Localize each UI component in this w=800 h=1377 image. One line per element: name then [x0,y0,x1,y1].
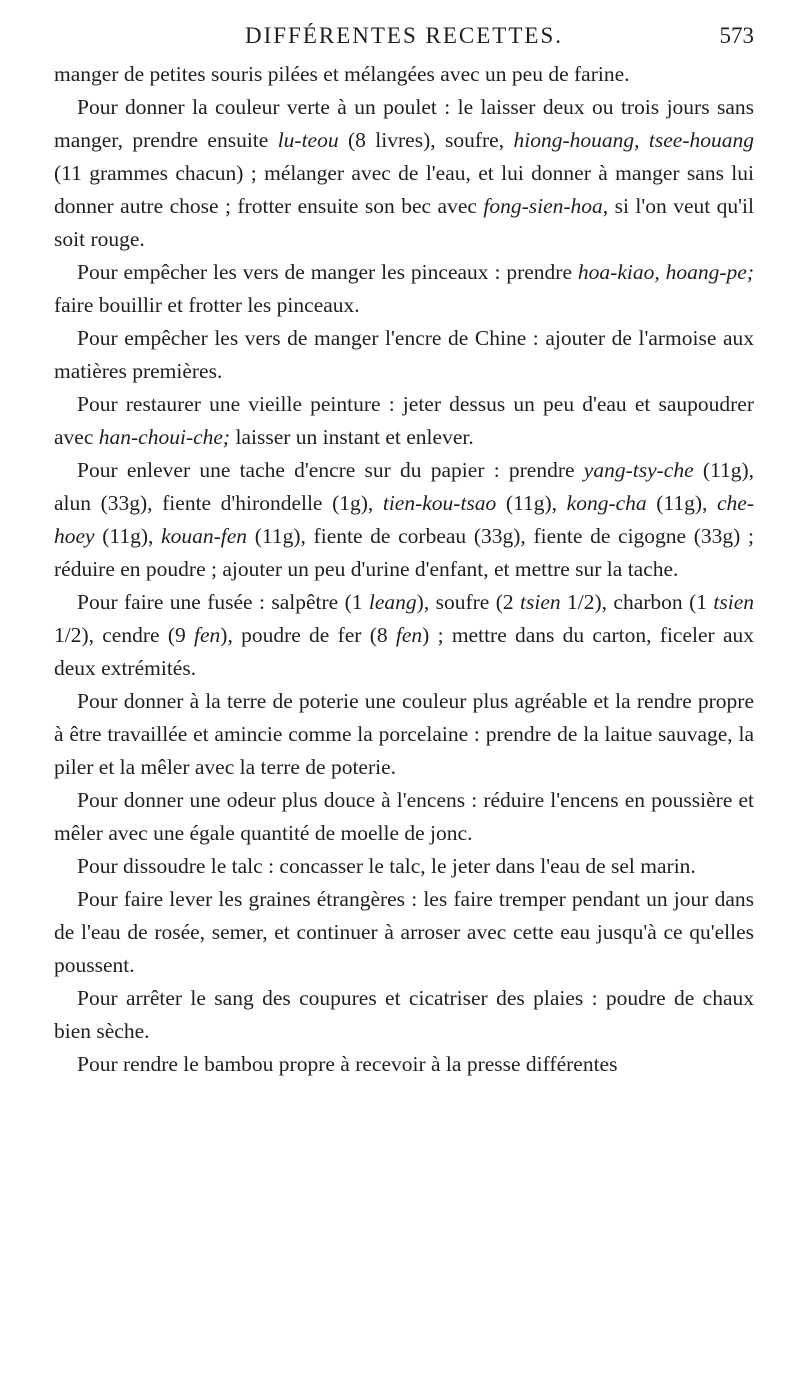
text-run: 1/2), charbon (1 [560,590,714,614]
paragraph [54,586,754,685]
text-run: Pour arrêter le sang des coupures et cicatriser des plaies : poudre de chaux bien sèche. [54,986,754,1043]
paragraph [54,388,754,454]
italic-term: fen [194,623,221,647]
text-run: Pour faire une fusée : salpêtre (1 [77,590,369,614]
page-header [54,16,754,56]
paragraph [54,850,754,883]
text-run: Pour empêcher les vers de manger les pinceaux : prendre [77,260,578,284]
italic-term: fong-sien-hoa [483,194,603,218]
italic-term: han-choui-che; [98,425,231,449]
italic-term: leang [368,590,417,614]
text-run: laisser un instant et enlever. [230,425,474,449]
text-run: , [634,128,649,152]
running-title: DIFFÉRENTES RECETTES. [244,23,563,48]
text-run: (11 grammes chacun) ; mélanger avec de l'eau, et lui donner à manger sans lui donner autre chose ; frotter ensuite son bec avec [54,161,754,218]
italic-term: lu-teou [277,128,339,152]
paragraph [54,256,754,322]
body-text [54,58,754,1081]
paragraph [54,322,754,388]
text-run: faire bouillir et frotter les pinceaux. [54,293,360,317]
text-run: Pour dissoudre le talc : concasser le talc, le jeter dans l'eau de sel marin. [77,854,696,878]
italic-term: tien-kou-tsao [382,491,497,515]
text-run: Pour donner à la terre de poterie une couleur plus agréable et la rendre propre à être travaillée et amincie comme la porcelaine : prendre de la laitue sauvage, la piler et la mêler avec la terre de poterie. [54,689,754,779]
text-run: Pour restaurer une vieille peinture : jeter dessus un peu d'eau et saupoudrer avec [54,392,754,449]
italic-term: hoa-kiao, hoang-pe; [577,260,755,284]
paragraph [54,454,754,586]
text-run: Pour faire lever les graines étrangères : les faire tremper pendant un jour dans de l'eau de rosée, semer, et continuer à arroser avec cette eau jusqu'à ce qu'elles poussent. [54,887,754,977]
paragraph [54,982,754,1048]
text-run: Pour rendre le bambou propre à recevoir à la presse différentes [77,1052,618,1076]
italic-term: tsien [713,590,754,614]
italic-term: che-hoey [54,491,754,548]
text-run: 1/2), cendre (9 [54,623,194,647]
paragraph [54,91,754,256]
text-run: Pour empêcher les vers de manger l'encre de Chine : ajouter de l'armoise aux matières premières. [54,326,754,383]
text-run: Pour enlever une tache d'encre sur du papier : prendre [77,458,584,482]
italic-term: kouan-fen [161,524,248,548]
page-number: 573 [719,23,754,48]
text-run: (11g), fiente de corbeau (33g), fiente de cigogne (33g) ; réduire en poudre ; ajouter un peu d'urine d'enfant, et mettre sur la tache. [54,524,754,581]
text-run: (11g), [496,491,567,515]
text-run: ), poudre de fer (8 [220,623,396,647]
text-run: (11g), alun (33g), fiente d'hirondelle (1g), [54,458,754,515]
text-run: (8 livres), soufre, [338,128,514,152]
text-run: Pour donner une odeur plus douce à l'encens : réduire l'encens en poussière et mêler avec une égale quantité de moelle de jonc. [54,788,754,845]
italic-term: hiong-houang [513,128,635,152]
italic-term: yang-tsy-che [583,458,694,482]
text-run: (11g), [646,491,717,515]
paragraph [54,784,754,850]
paragraph [54,1048,754,1081]
italic-term: tsien [520,590,561,614]
text-run: (11g), [94,524,162,548]
text-run: ), soufre (2 [416,590,521,614]
text-run: , si l'on veut qu'il soit rouge. [54,194,754,251]
italic-term: tsee-houang [648,128,754,152]
text-run: manger de petites souris pilées et mélangées avec un peu de farine. [54,62,630,86]
text-run: ) ; mettre dans du carton, ficeler aux deux extrémités. [54,623,754,680]
italic-term: fen [395,623,423,647]
text-run: Pour donner la couleur verte à un poulet : le laisser deux ou trois jours sans manger, prendre ensuite [54,95,754,152]
paragraph [54,685,754,784]
paragraph [54,58,754,91]
italic-term: kong-cha [566,491,647,515]
paragraph [54,883,754,982]
